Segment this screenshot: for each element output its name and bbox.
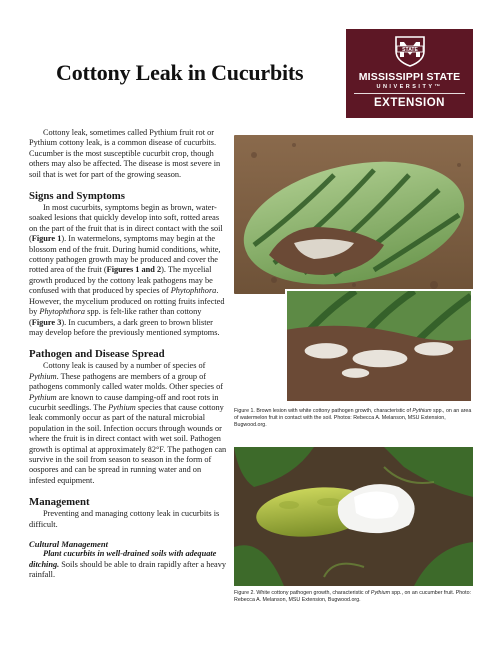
figure-ref: Figures 1 and 2 (106, 265, 162, 275)
cultural-management-heading: Cultural Management (29, 539, 109, 549)
pathogen-heading: Pathogen and Disease Spread (29, 348, 165, 361)
figure-1-watermelon-photo (234, 135, 473, 294)
logo-divider (354, 93, 465, 94)
figure-ref: Figure 1 (31, 234, 62, 244)
pathogen-paragraph: Cottony leak is caused by a number of species of Pythium. These pathogens are members of a group of pathogens commonly called water molds. Other species of Pythium are known to cause damping-off and root rots in cucurbit seedlings. The Pythium species that cause cottony leak commonly occur as part of the natural microbial population in the soil. Infection occurs through wounds or where the fruit is in direct contact with wet soil. Pathogen growth is optimal at approximately 82°F. The pathogen can survive in the soil from season to season in the form of oospores and can be spread in running water and on infested equipment. (29, 361, 227, 485)
management-heading: Management (29, 496, 90, 509)
msu-extension-logo (346, 29, 473, 118)
cultural-paragraph: Plant cucurbits in well-drained soils with adequate ditching. Soils should be able to drain rapidly after a heavy rainfall. (29, 549, 227, 580)
figure-2-cucumber-photo (234, 447, 473, 586)
logo-line-2: UNIVERSITY™ (376, 84, 443, 90)
logo-line-3: EXTENSION (374, 97, 445, 109)
figure-1-closeup-photo (285, 289, 473, 403)
page-title: Cottony Leak in Cucurbits (56, 60, 304, 85)
left-column (29, 128, 229, 581)
logo-line-1: MISSISSIPPI STATE (358, 71, 461, 83)
signs-heading: Signs and Symptoms (29, 190, 126, 203)
figure-2-caption: Figure 2. White cottony pathogen growth, characteristic of Pythium spp., on an cucumber fruit. Photo: Rebecca A. Melanson, MSU Extension, Bugwood.org. (234, 590, 472, 603)
figure-ref: Figure 3 (31, 317, 62, 327)
msu-shield-icon (393, 35, 427, 67)
figure-1-caption: Figure 1. Brown lesion with white cottony pathogen growth, characteristic of Pythium spp., on an area of watermelon fruit in contact with the soil. Photos: Rebecca A. Melanson, MSU Extension, Bugwood.org. (234, 408, 472, 428)
signs-paragraph: In most cucurbits, symptoms begin as brown, water-soaked lesions that quickly develop into soft, rotted areas on the part of the fruit that is in direct contact with the soil (Figure 1). In watermelons, symptoms may begin at the blossom end of the fruit. During humid conditions, white, cottony pathogen growth may be produced and cover the rotted area of the fruit (Figures 1 and 2). The mycelial growth produced by the cottony leak pathogens may be confused with that produced by species of Phytophthora. However, the mycelium produced on rotting fruits infected by Phytophthora spp. is felt-like rather than cottony (Figure 3). In cucumbers, a dark green to brown blister may develop before the previously mentioned symptoms. (29, 203, 225, 337)
management-paragraph: Preventing and managing cottony leak in cucurbits is difficult. (29, 509, 220, 529)
intro-paragraph: Cottony leak, sometimes called Pythium fruit rot or Pythium cottony leak, is a common disease of cucurbits. Cucumber is the most susceptible cucurbit crop, though others may also be affected. The disease is most severe in soil that is wet for part of the growing season. (29, 128, 221, 179)
shield-text: STATE (402, 47, 418, 53)
